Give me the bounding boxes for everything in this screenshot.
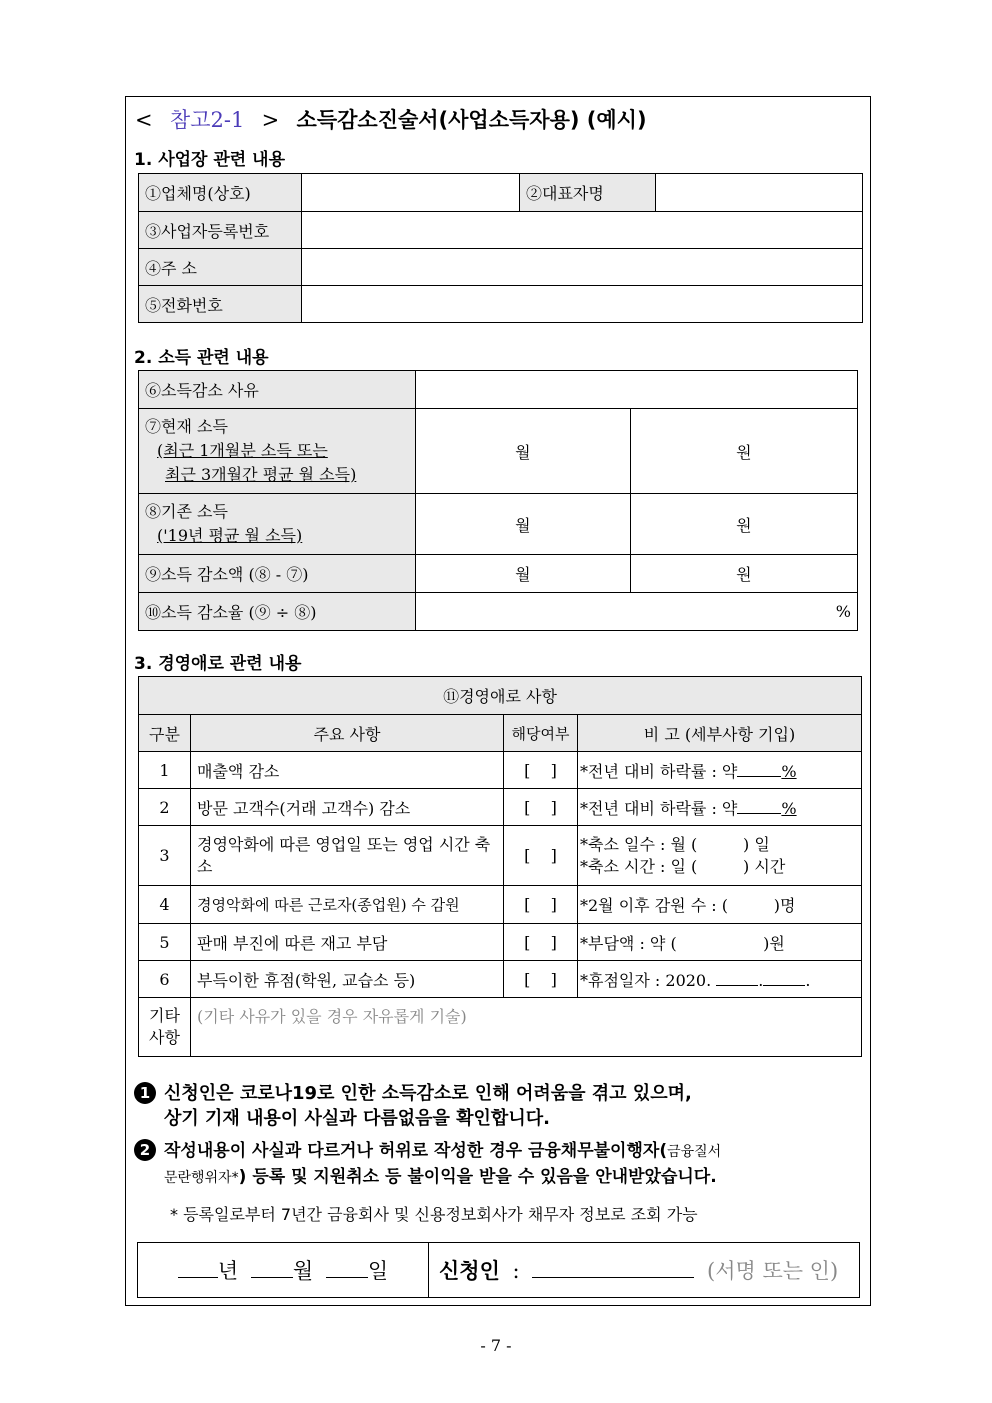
table-row: [139, 826, 862, 886]
reason-field[interactable]: [415, 371, 857, 409]
row-note[interactable]: *휴점일자 : 2020. . .: [578, 961, 862, 998]
previous-won-field[interactable]: 원: [630, 494, 857, 555]
date-field[interactable]: [138, 1243, 429, 1298]
row-note-text: *전년 대비 하락률 : 약: [580, 761, 738, 781]
col-note-header: 비 고 (세부사항 기입): [578, 715, 862, 752]
col-check-header: 해당여부: [504, 715, 578, 752]
row-no: 1: [139, 752, 191, 789]
reg-no-label: ③사업자등록번호: [139, 212, 302, 249]
registration-note: * 등록일로부터 7년간 금융회사 및 신용정보회사가 채무자 정보로 조회 가능: [170, 1205, 698, 1224]
reg-no-field[interactable]: [302, 212, 863, 249]
reason-label: ⑥소득감소 사유: [139, 371, 416, 409]
decrease-amount-label: ⑨소득 감소액 (⑧ - ⑦): [139, 555, 416, 593]
statement-2-small2: 문란행위자*: [164, 1170, 239, 1186]
statement-1-line2: 상기 기재 내용이 사실과 다름없음을 확인합니다.: [164, 1108, 550, 1129]
statement-1-line1: 신청인은 코로나19로 인한 소득감소로 인해 어려움을 겪고 있으며,: [164, 1083, 692, 1104]
previous-income-title: ⑧기존 소득: [145, 502, 228, 521]
previous-income-label: [139, 494, 416, 555]
row-checkbox[interactable]: [ ]: [504, 752, 578, 789]
decrease-rate-field[interactable]: %: [415, 593, 857, 631]
day-label: 일: [367, 1259, 389, 1283]
row-no: 3: [139, 826, 191, 886]
current-month-field[interactable]: 월: [415, 409, 630, 494]
month-label: 월: [292, 1259, 314, 1283]
row-checkbox[interactable]: [ ]: [504, 886, 578, 924]
statement-2: [134, 1139, 864, 1191]
representative-label: ②대표자명: [520, 174, 656, 212]
row-checkbox[interactable]: [ ]: [504, 789, 578, 826]
other-label-1: 기타: [149, 1006, 180, 1025]
table-row: [139, 886, 862, 924]
row-item: 판매 부진에 따른 재고 부담: [191, 924, 504, 961]
row-note-text-2: *축소 시간 : 일 ( ) 시간: [580, 856, 786, 876]
row-note[interactable]: *2월 이후 감원 수 : ( )명: [578, 886, 862, 924]
statement-2-line2: ) 등록 및 지원취소 등 불이익을 받을 수 있음을 안내받았습니다.: [238, 1167, 717, 1187]
representative-field[interactable]: [656, 174, 863, 212]
previous-income-desc: ('19년 평균 월 소득): [157, 526, 303, 545]
row-checkbox[interactable]: [ ]: [504, 826, 578, 886]
reference-label: 참고2-1: [169, 108, 245, 132]
table-row: [139, 789, 862, 826]
row-note-text: *축소 일수 : 월 ( ) 일: [580, 834, 770, 854]
bracket-close: >: [261, 108, 280, 132]
decrease-won-field[interactable]: 원: [630, 555, 857, 593]
decrease-rate-label: ⑩소득 감소율 (⑨ ÷ ⑧): [139, 593, 416, 631]
row-note-unit: %: [781, 798, 797, 818]
sign-hint: (서명 또는 인): [707, 1259, 839, 1283]
income-table: [138, 370, 858, 631]
current-income-title: ⑦현재 소득: [145, 417, 228, 436]
signature-table: [137, 1242, 860, 1298]
row-note[interactable]: *부담액 : 약 ( )원: [578, 924, 862, 961]
section3-heading: 3. 경영애로 관련 내용: [134, 654, 302, 674]
current-income-desc1: (최근 1개월분 소득 또는: [157, 441, 328, 460]
row-note-text: *전년 대비 하락률 : 약: [580, 798, 738, 818]
applicant-label: 신청인: [439, 1258, 500, 1283]
table-row: [139, 752, 862, 789]
row-note[interactable]: [578, 826, 862, 886]
signature-field[interactable]: [429, 1243, 860, 1298]
col-no-header: 구분: [139, 715, 191, 752]
previous-month-field[interactable]: 월: [415, 494, 630, 555]
phone-field[interactable]: [302, 286, 863, 323]
business-info-table: [138, 173, 863, 323]
table-row: [139, 924, 862, 961]
current-won-field[interactable]: 원: [630, 409, 857, 494]
table-row: [139, 961, 862, 998]
row-no: 2: [139, 789, 191, 826]
address-field[interactable]: [302, 249, 863, 286]
row-no: 6: [139, 961, 191, 998]
management-table: [138, 676, 862, 1057]
row-item: 방문 고객수(거래 고객수) 감소: [191, 789, 504, 826]
row-no: 4: [139, 886, 191, 924]
row-note-unit: %: [781, 761, 797, 781]
other-label: [139, 998, 191, 1057]
form-title: [135, 104, 647, 134]
other-field[interactable]: (기타 사유가 있을 경우 자유롭게 기술): [191, 998, 862, 1057]
colon: :: [512, 1259, 520, 1283]
business-name-field[interactable]: [302, 174, 520, 212]
row-checkbox[interactable]: [ ]: [504, 924, 578, 961]
phone-label: ⑤전화번호: [139, 286, 302, 323]
row-item: 매출액 감소: [191, 752, 504, 789]
col-item-header: 주요 사항: [191, 715, 504, 752]
bracket-open: <: [135, 108, 153, 132]
address-label: ④주 소: [139, 249, 302, 286]
business-name-label: ①업체명(상호): [139, 174, 302, 212]
bullet-1-icon: 1: [134, 1082, 156, 1104]
row-checkbox[interactable]: [ ]: [504, 961, 578, 998]
title-text: 소득감소진술서(사업소득자용) (예시): [296, 108, 647, 132]
statement-2-line1: 작성내용이 사실과 다르거나 허위로 작성한 경우 금융채무불이행자(: [164, 1141, 668, 1161]
statement-1: [134, 1081, 864, 1131]
row-item: 경영악화에 따른 영업일 또는 영업 시간 축소: [191, 826, 504, 886]
current-income-desc2: 최근 3개월간 평균 월 소득): [165, 465, 357, 484]
row-item: 경영악화에 따른 근로자(종업원) 수 감원: [191, 886, 504, 924]
year-label: 년: [217, 1259, 239, 1283]
current-income-label: [139, 409, 416, 494]
row-note-text: *휴점일자 : 2020.: [580, 970, 712, 990]
row-note[interactable]: [578, 789, 862, 826]
statement-2-small1: 금융질서: [667, 1144, 722, 1160]
row-note[interactable]: [578, 752, 862, 789]
decrease-month-field[interactable]: 월: [415, 555, 630, 593]
bullet-2-icon: 2: [134, 1139, 156, 1161]
page-number: - 7 -: [480, 1336, 512, 1355]
row-item: 부득이한 휴점(학원, 교습소 등): [191, 961, 504, 998]
other-label-2: 사항: [149, 1028, 180, 1047]
section1-heading: 1. 사업장 관련 내용: [134, 150, 285, 170]
section2-heading: 2. 소득 관련 내용: [134, 348, 269, 368]
management-table-title: ⑪경영애로 사항: [139, 677, 862, 715]
row-no: 5: [139, 924, 191, 961]
